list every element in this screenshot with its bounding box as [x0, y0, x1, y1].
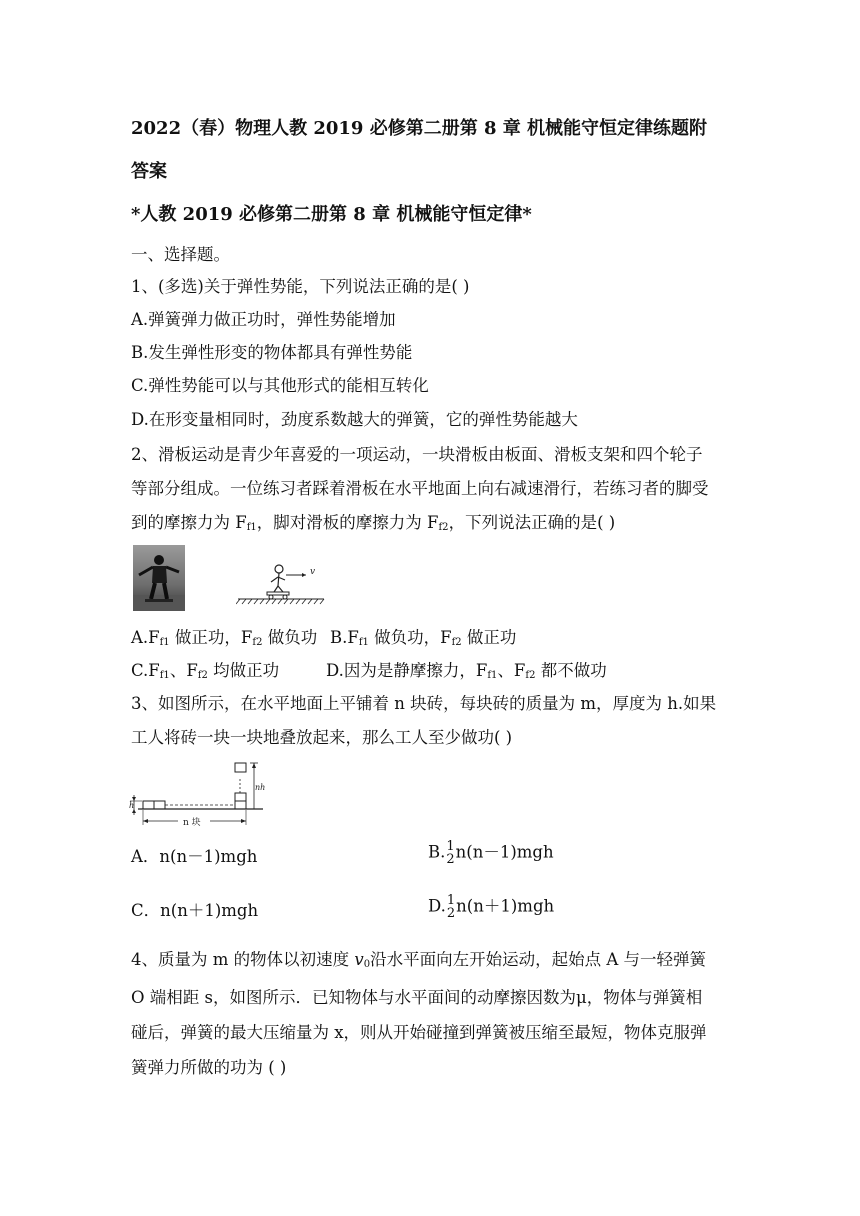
q1-option-b: B.发生弹性形变的物体都具有弹性势能 [131, 343, 413, 362]
nh-label: nh [255, 783, 266, 792]
q3-option-c: C．n(n＋1)mgh [131, 901, 259, 920]
doc-subtitle: *人教 2019 必修第二册第 8 章 机械能守恒定律* [131, 204, 532, 225]
q2-stem-line1: 2、滑板运动是青少年喜爱的一项运动，一块滑板由板面、滑板支架和四个轮子 [131, 445, 703, 464]
bricks-diagram [128, 757, 268, 829]
q3-stem-line2: 工人将砖一块一块地叠放起来，那么工人至少做功( ) [131, 728, 513, 747]
q3-option-a: A．n(n－1)mgh [131, 847, 258, 866]
q4-stem-line2: O 端相距 s，如图所示．已知物体与水平面间的动摩擦因数为μ，物体与弹簧相 [131, 988, 703, 1007]
q2-stem-line3: 到的摩擦力为 $F_{f1}$，脚对滑板的摩擦力为 $F_{f2}$，下列说法正确的是( ) [131, 513, 616, 533]
q2-option-d: D.因为是静摩擦力，$F_{f1}$、$F_{f2}$ 都不做功 [326, 661, 607, 681]
q2-stem-line2: 等部分组成。一位练习者踩着滑板在水平地面上向右减速滑行，若练习者的脚受 [131, 479, 709, 498]
q2-option-a: $A.F_{f1}$ 做正功，$F_{f2}$ 做负功 [131, 628, 318, 648]
q4-stem-line1: 4、质量为 m 的物体以初速度 $v_0$沿水平面向左开始运动，起始点 A 与一轻弹簧 [131, 950, 706, 970]
q1-stem: 1、(多选)关于弹性势能，下列说法正确的是( ) [131, 277, 470, 296]
velocity-label: v [310, 567, 316, 577]
half-fraction: 1 2 [446, 893, 456, 921]
q4-stem-line3: 碰后，弹簧的最大压缩量为 x，则从开始碰撞到弹簧被压缩至最短，物体克服弹 [131, 1023, 707, 1042]
n-blocks-label: n 块 [183, 818, 201, 828]
q1-option-a: A.弹簧弹力做正功时，弹性势能增加 [131, 310, 396, 329]
skater-photo [133, 545, 185, 611]
q1-option-d: D.在形变量相同时，劲度系数越大的弹簧，它的弹性势能越大 [131, 410, 578, 429]
q3-stem-line1: 3、如图所示，在水平地面上平铺着 n 块砖，每块砖的质量为 m，厚度为 h.如果 [131, 694, 717, 713]
half-fraction: 1 2 [446, 839, 455, 867]
q4-stem-line4: 簧弹力所做的功为 ( ) [131, 1058, 287, 1077]
q2-option-b: $B.F_{f1}$ 做负功，$F_{f2}$ 做正功 [330, 628, 517, 648]
q3-option-d: D. 1 2 n(n＋1)mgh [428, 893, 555, 921]
doc-title-line2: 答案 [131, 161, 167, 182]
section-heading: 一、选择题。 [131, 245, 230, 264]
doc-title-line1: 2022（春）物理人教 2019 必修第二册第 8 章 机械能守恒定律练题附 [131, 118, 708, 139]
q2-option-c: $C.F_{f1}$、$F_{f2}$ 均做正功 [131, 661, 280, 681]
h-label: h [129, 801, 135, 810]
q3-option-b: B. 1 2 n(n－1)mgh [428, 839, 554, 867]
skateboard-diagram [236, 560, 326, 605]
q1-option-c: C.弹性势能可以与其他形式的能相互转化 [131, 376, 429, 395]
